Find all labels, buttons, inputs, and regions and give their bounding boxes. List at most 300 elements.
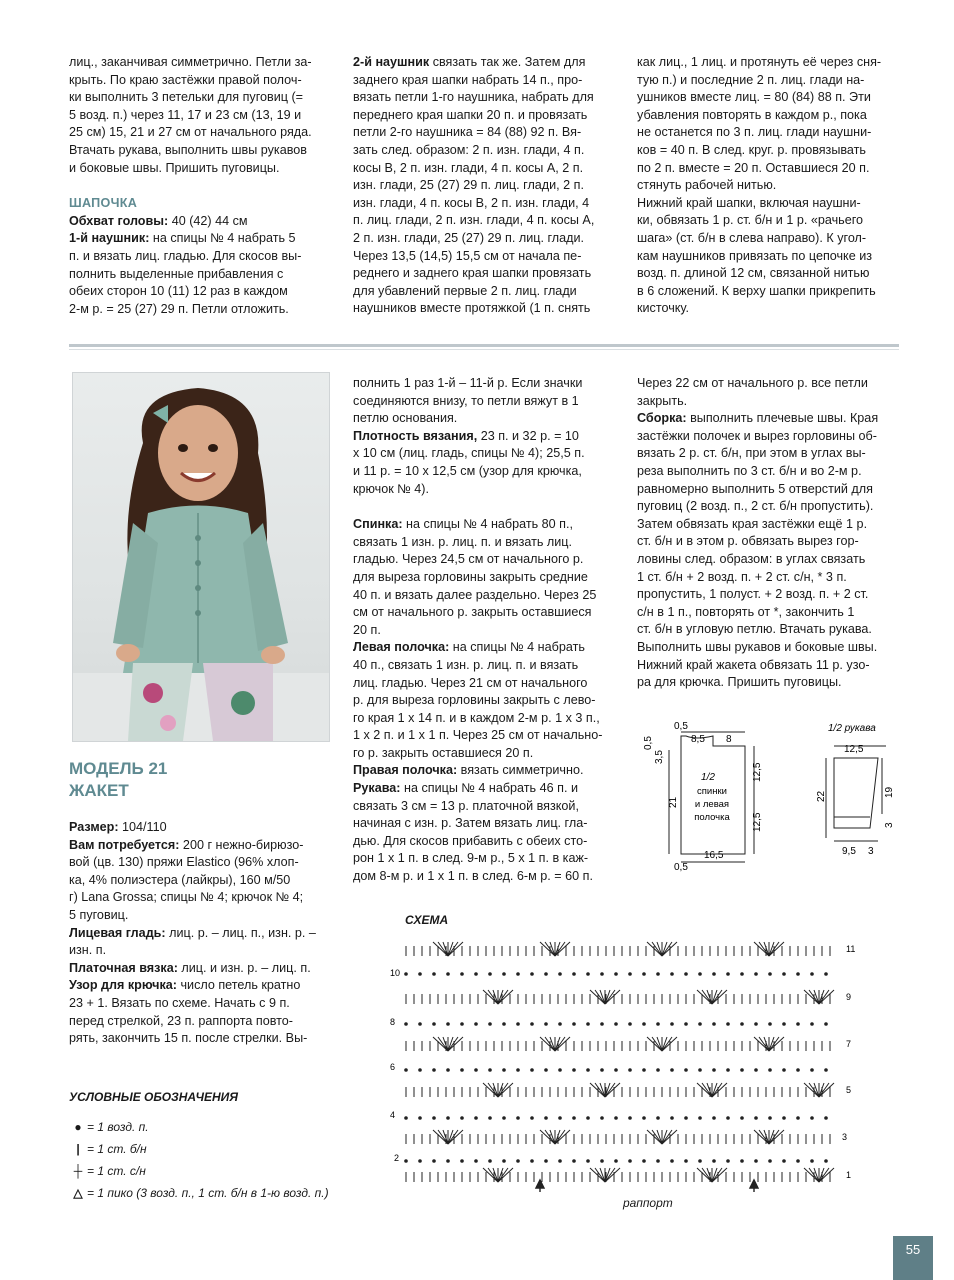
- text-line: на спицы № 4 набрать 46 п. и: [400, 781, 578, 796]
- chain-dot-mark: [474, 1116, 478, 1120]
- chain-dot-mark: [418, 1022, 422, 1026]
- chain-dot-mark: [530, 972, 534, 976]
- text-line: не останется по 3 п. лиц. глади наушни-: [637, 125, 872, 140]
- chain-dot-mark: [824, 1068, 828, 1072]
- row-number-7: 7: [846, 1039, 852, 1049]
- text-line: ка, 4% полиэстера (лайкры), 160 м/50: [69, 872, 291, 887]
- row-number-10: 10: [390, 968, 401, 978]
- chain-dot-mark: [712, 1068, 716, 1072]
- chain-dot-mark: [432, 1068, 436, 1072]
- chain-dot-mark: [432, 1022, 436, 1026]
- chain-dot-mark: [446, 1159, 450, 1163]
- fan-cluster-mark: [448, 942, 458, 956]
- chain-dot-mark: [768, 1022, 772, 1026]
- chain-dot-mark: [740, 1022, 744, 1026]
- chain-dot-mark: [810, 1068, 814, 1072]
- chain-dot-mark: [474, 1068, 478, 1072]
- fan-cluster-mark: [819, 1083, 829, 1097]
- dim-8-5: 8,5: [691, 734, 705, 745]
- row-number-5: 5: [846, 1085, 852, 1095]
- text-line: Через 22 см от начального р. все петли: [637, 376, 868, 390]
- chain-dot-mark: [544, 1022, 548, 1026]
- text-line: п. и вязать лиц. гладью. Для скосов вы-: [69, 248, 302, 263]
- text-column-left: [69, 819, 331, 1048]
- chain-dot-mark: [488, 1022, 492, 1026]
- text-line: ст. б/н в угловую петлю. Втачать рукава.: [637, 622, 872, 637]
- text-line: пропустить, 1 полуст. + 2 возд. п. + 2 ст.: [637, 587, 869, 602]
- text-line: как лиц., 1 лиц. и протянуть её через сня-: [637, 55, 882, 69]
- text-line: ра для крючка. Пришить пуговицы.: [637, 675, 842, 690]
- text-line: петлю основания.: [353, 411, 458, 426]
- text-line: связать 3 см = 13 р. платочной вязкой,: [353, 798, 579, 813]
- legend-text: = 1 ст. б/н: [87, 1142, 147, 1156]
- sleeve-dim-3-bottom: 3: [868, 846, 874, 857]
- chain-dot-mark: [558, 972, 562, 976]
- chain-dot-mark: [796, 972, 800, 976]
- fan-cluster-mark: [488, 1168, 498, 1182]
- fan-cluster-mark: [712, 990, 722, 1004]
- chain-dot-mark: [782, 1116, 786, 1120]
- text-line: полнить выделенные прибавления с: [69, 266, 284, 281]
- text-line: переднего края шапки 20 п. и провязать: [353, 107, 588, 122]
- chain-dot-mark: [670, 1022, 674, 1026]
- chain-dot-mark: [810, 1022, 814, 1026]
- chain-dot-mark: [488, 972, 492, 976]
- text-line: застёжки полочек и вырез горловины об-: [637, 428, 877, 443]
- text-line: для убавлений первые 2 п. лиц. глади: [353, 283, 577, 298]
- legend: [69, 1086, 359, 1204]
- text-line: наушников вместе протяжкой (1 п. снять: [353, 301, 591, 316]
- chain-dot-mark: [544, 1116, 548, 1120]
- text-line: р. для выреза горловины закрыть с лево-: [353, 693, 596, 708]
- fan-cluster-mark: [498, 1168, 508, 1182]
- text-line: 23 + 1. Вязать по схеме. Начать с 9 п.: [69, 995, 290, 1010]
- scheme-stitch-rows: [404, 942, 834, 1182]
- row-number-2: 2: [394, 1153, 400, 1163]
- chain-dot-mark: [614, 972, 618, 976]
- chain-dot-mark: [740, 1116, 744, 1120]
- chain-dot-mark: [404, 1116, 408, 1120]
- text-line: лиц. и изн. р. – лиц. п.: [177, 960, 311, 975]
- girl-in-jacket-illustration: [73, 373, 329, 741]
- text-line: равномерно выполнить 5 отверстий для: [637, 481, 873, 496]
- chain-dot-mark: [712, 1116, 716, 1120]
- chain-dot-mark: [418, 1159, 422, 1163]
- text-line: Нижний край жакета обвязать 11 р. узо-: [637, 657, 870, 672]
- section-divider: [69, 344, 899, 347]
- text-line: вязать петли 1-го наушника, набрать для: [353, 90, 594, 105]
- row-number-4: 4: [390, 1110, 396, 1120]
- label-crochet-pattern: Узор для крючка:: [69, 978, 177, 993]
- text-line: крючок № 4).: [353, 481, 429, 496]
- text-line: г) Lana Grossa; спицы № 4; крючок № 4;: [69, 890, 304, 905]
- chain-dot-mark: [698, 1068, 702, 1072]
- chain-dot-mark: [572, 1159, 576, 1163]
- text-line: х 10 см (лиц. гладь, спицы № 4); 25,5 п.: [353, 446, 585, 461]
- dim-3-5: 3,5: [654, 750, 665, 764]
- chain-dot-mark: [684, 1022, 688, 1026]
- chain-dot-mark: [474, 1159, 478, 1163]
- chain-dot-mark: [502, 1068, 506, 1072]
- chain-dot-mark: [782, 1022, 786, 1026]
- fan-cluster-mark: [448, 1130, 458, 1144]
- text-line: и боковые швы. Пришить пуговицы.: [69, 160, 280, 175]
- text-line: стянуть рабочей нитью.: [637, 178, 777, 193]
- section-divider-thin: [69, 349, 899, 350]
- chain-dot-mark: [726, 1159, 730, 1163]
- fan-cluster-mark: [488, 1083, 498, 1097]
- text-line: число петель кратно: [176, 978, 301, 993]
- chain-dot-mark: [586, 1068, 590, 1072]
- dim-8: 8: [726, 734, 732, 745]
- text-column-right: [637, 375, 899, 692]
- chain-dot-mark: [530, 1159, 534, 1163]
- chain-dot-mark: [670, 1068, 674, 1072]
- fan-cluster-mark: [759, 942, 769, 956]
- dim-16-5: 16,5: [704, 850, 724, 861]
- pattern-label-fraction: 1/2: [701, 772, 715, 783]
- text-line: 1 х 2 п. и 1 х 1 п. Через 25 см от начально-: [353, 728, 603, 743]
- chain-dot-mark: [782, 972, 786, 976]
- text-line: ки выполнить 3 петельки для пуговиц (=: [69, 90, 304, 105]
- text-line: п. лиц. глади, 2 п. изн. глади, 4 п. косы А,: [353, 213, 595, 228]
- label-obhvat: Обхват головы:: [69, 213, 169, 228]
- chain-dot-mark: [586, 1116, 590, 1120]
- fan-cluster-mark: [555, 942, 565, 956]
- chain-dot-mark: [810, 1116, 814, 1120]
- text-line: 40 п., связать 1 изн. р. лиц. п. и вязать: [353, 657, 579, 672]
- legend-text: = 1 ст. с/н: [87, 1164, 146, 1178]
- row-number-9: 9: [846, 992, 852, 1002]
- chain-dot-mark: [628, 1116, 632, 1120]
- chain-dot-mark: [488, 1068, 492, 1072]
- text-line: ушников вместе лиц. = 80 (84) 88 п. Эти: [637, 90, 871, 105]
- chain-dot-mark: [656, 972, 660, 976]
- text-line: лиц. р. – лиц. п., изн. р. –: [165, 925, 316, 940]
- chain-dot-mark: [544, 1159, 548, 1163]
- text-line: 23 п. и 32 р. = 10: [477, 428, 579, 443]
- text-line: 40 п. и вязать далее раздельно. Через 25: [353, 587, 597, 602]
- chain-dot-mark: [740, 972, 744, 976]
- page-number: 55: [893, 1236, 933, 1280]
- text-line: см от начального р. закрыть оставшиеся: [353, 605, 592, 620]
- chain-dot-mark: [558, 1068, 562, 1072]
- text-line: 5 пуговиц.: [69, 907, 129, 922]
- text-line: для выреза горловины закрыть средние: [353, 569, 588, 584]
- chain-dot-mark: [656, 1068, 660, 1072]
- chain-dot-mark: [572, 972, 576, 976]
- text-line: изн. п.: [69, 943, 107, 958]
- section-heading-shapka: ШАПОЧКА: [69, 196, 138, 211]
- fan-cluster-mark: [555, 1130, 565, 1144]
- dim-0-5-top: 0,5: [674, 721, 688, 732]
- chain-dot-mark: [404, 972, 408, 976]
- chain-dot-mark: [530, 1068, 534, 1072]
- chain-dot-mark: [516, 1116, 520, 1120]
- value-size: 104/110: [118, 820, 167, 834]
- chain-dot-mark: [558, 1159, 562, 1163]
- crochet-scheme-chart: [388, 930, 858, 1192]
- text-line: полнить 1 раз 1-й – 11-й р. Если значки: [353, 376, 583, 390]
- chain-dot-mark: [698, 1022, 702, 1026]
- chain-dot-mark: [642, 972, 646, 976]
- fan-cluster-mark: [595, 990, 605, 1004]
- vertical-bar-icon: |: [76, 1142, 80, 1156]
- text-line: вой (цв. 130) пряжи Elastico (96% хлоп-: [69, 855, 299, 870]
- text-line: закрыть.: [637, 393, 688, 408]
- dim-12-5-top: 12,5: [752, 762, 763, 782]
- chain-dot-mark: [600, 972, 604, 976]
- chain-dot-mark: [754, 972, 758, 976]
- text-line: связать так же. Затем для: [429, 55, 586, 69]
- text-line: перед стрелкой, 23 п. раппорта повто-: [69, 1013, 293, 1028]
- text-column-top-3: [637, 54, 899, 318]
- label-sleeves: Рукава:: [353, 781, 401, 796]
- chain-dot-mark: [600, 1116, 604, 1120]
- sleeve-title: 1/2 рукава: [828, 723, 876, 734]
- chain-dot-mark: [516, 1022, 520, 1026]
- text-line: в 6 сложений. К верху шапки прикрепить: [637, 283, 876, 298]
- body-pattern-diagram: [636, 712, 776, 874]
- chain-dot-mark: [614, 1159, 618, 1163]
- chain-dot-mark: [418, 1068, 422, 1072]
- text-line: петли 2-го наушника = 84 (88) 92 п. Вя-: [353, 125, 582, 140]
- text-line: шага» (ст. б/н в слева направо). К угол-: [637, 230, 867, 245]
- chain-dot-mark: [782, 1068, 786, 1072]
- chain-dot-mark: [516, 1159, 520, 1163]
- chain-dot-mark: [768, 1116, 772, 1120]
- text-line: выполнить плечевые швы. Края: [686, 411, 879, 426]
- dim-0-5-side: 0,5: [643, 736, 654, 750]
- chain-dot-mark: [558, 1022, 562, 1026]
- label-gauge: Плотность вязания,: [353, 428, 478, 443]
- chain-dot-mark: [670, 972, 674, 976]
- text-line: гладью. Через 24,5 см от начального р.: [353, 552, 584, 567]
- text-line: по 2 п. вместе = 20 п. Оставшиеся 20 п.: [637, 160, 870, 175]
- legend-text: = 1 возд. п.: [87, 1120, 149, 1134]
- chain-dot-mark: [824, 1159, 828, 1163]
- chain-dot-mark: [488, 1159, 492, 1163]
- chain-dot-mark: [516, 1068, 520, 1072]
- fan-cluster-mark: [555, 1037, 565, 1051]
- text-line: го р. закрыть оставшиеся 20 п.: [353, 745, 534, 760]
- text-line: на спицы № 4 набрать 80 п.,: [402, 517, 574, 532]
- pattern-label-and-left: и левая: [694, 799, 730, 810]
- chain-dot-mark: [796, 1068, 800, 1072]
- chain-dot-mark: [460, 1068, 464, 1072]
- fan-cluster-mark: [448, 1037, 458, 1051]
- label-garter: Платочная вязка:: [69, 960, 178, 975]
- chain-dot-mark: [796, 1159, 800, 1163]
- chain-dot-mark: [670, 1159, 674, 1163]
- model-title-number: МОДЕЛЬ 21: [69, 759, 168, 778]
- text-line: крыть. По краю застёжки правой полоч-: [69, 72, 302, 87]
- text-line: 5 возд. п.) через 11, 17 и 23 см (13, 19 и: [69, 107, 302, 122]
- chain-dot-mark: [502, 972, 506, 976]
- text-line: реза выполнить по 3 ст. б/н и во 2-м р.: [637, 463, 862, 478]
- chain-dot-mark: [754, 1022, 758, 1026]
- chain-dot-mark: [418, 1116, 422, 1120]
- model-title: [69, 758, 167, 802]
- text-line: пуговиц (2 возд. п., 2 ст. б/н пропустить).: [637, 499, 874, 514]
- text-line: 1 ст. б/н + 2 возд. п. + 2 ст. с/н, * 3 п.: [637, 569, 847, 584]
- chain-dot-mark: [600, 1022, 604, 1026]
- text-line: и 11 р. = 10 х 12,5 см (узор для крючка,: [353, 463, 582, 478]
- text-line: Выполнить швы рукавов и боковые швы.: [637, 639, 878, 654]
- fan-cluster-mark: [759, 1037, 769, 1051]
- text-line: убавления повторять в каждом р., пока: [637, 107, 867, 122]
- label-naushnik-1: 1-й наушник:: [69, 231, 150, 246]
- chain-dot-mark: [698, 972, 702, 976]
- legend-item-dc: [69, 1160, 359, 1182]
- row-number-11: 11: [846, 944, 856, 954]
- chain-dot-mark: [614, 1022, 618, 1026]
- text-line: ловины след. образом: в углах связать: [637, 551, 866, 566]
- pattern-label-front: полочка: [694, 812, 730, 823]
- dim-0-5-bottom: 0,5: [674, 862, 688, 873]
- chain-dot-mark: [488, 1116, 492, 1120]
- chain-dot-mark: [530, 1022, 534, 1026]
- sleeve-dim-22: 22: [816, 790, 827, 802]
- chain-dot-mark: [460, 1159, 464, 1163]
- text-line: рон 1 х 1 п. в след. 9-м р., 5 х 1 п. в каж-: [353, 851, 589, 866]
- chain-dot-mark: [684, 1159, 688, 1163]
- chain-dot-mark: [572, 1068, 576, 1072]
- chain-dot-mark: [796, 1116, 800, 1120]
- pattern-label-back: спинки: [697, 786, 727, 797]
- sleeve-dim-19: 19: [884, 786, 895, 798]
- chain-dot-mark: [530, 1116, 534, 1120]
- chain-dot-mark: [698, 1159, 702, 1163]
- text-line: 25 см) 15, 21 и 27 см от начального ряда.: [69, 125, 312, 140]
- chain-dot-mark: [502, 1116, 506, 1120]
- model-title-name: ЖАКЕТ: [69, 781, 129, 800]
- text-column-top-2: [353, 54, 615, 318]
- model-photo: [72, 372, 330, 742]
- text-line: лиц. гладью. Через 21 см от начального: [353, 675, 588, 690]
- chain-dot-mark: [824, 1116, 828, 1120]
- chain-dot-mark: [432, 972, 436, 976]
- text-line: на спицы № 4 набрать 5: [149, 231, 296, 246]
- chain-dot-mark: [740, 1159, 744, 1163]
- dim-21: 21: [668, 796, 679, 808]
- text-line: связать 1 изн. р. лиц. п. и вязать лиц.: [353, 534, 573, 549]
- sleeve-dim-3-side: 3: [884, 822, 895, 828]
- chain-dot-mark: [684, 1116, 688, 1120]
- text-line: изн. глади, 4 п. косы В, 2 п. изн. глади, 4: [353, 195, 590, 210]
- label-stockinette: Лицевая гладь:: [69, 925, 166, 940]
- dot-icon: ●: [74, 1120, 82, 1134]
- chain-dot-mark: [460, 972, 464, 976]
- chain-dot-mark: [698, 1116, 702, 1120]
- chain-dot-mark: [432, 1159, 436, 1163]
- text-line: на спицы № 4 набрать: [449, 640, 585, 655]
- row-number-6: 6: [390, 1062, 396, 1072]
- legend-item-chain: [69, 1116, 359, 1138]
- chain-dot-mark: [768, 1068, 772, 1072]
- chain-dot-mark: [460, 1022, 464, 1026]
- text-line: Нижний край шапки, включая наушни-: [637, 195, 861, 210]
- label-assembly: Сборка:: [637, 411, 687, 426]
- text-line: ки, обвязать 1 р. ст. б/н и 1 р. «рачьего: [637, 213, 864, 228]
- text-line: дом 8-м р. и 1 х 1 п. в след. 6-м р. = 60 п.: [353, 869, 593, 884]
- legend-item-sc: [69, 1138, 359, 1160]
- chain-dot-mark: [642, 1022, 646, 1026]
- label-materials: Вам потребуется:: [69, 837, 180, 852]
- chain-dot-mark: [684, 972, 688, 976]
- text-line: Втачать рукава, выполнить швы рукавов: [69, 142, 307, 157]
- chain-dot-mark: [824, 972, 828, 976]
- scheme-title: СХЕМА: [405, 913, 449, 927]
- chain-dot-mark: [628, 972, 632, 976]
- row-number-8: 8: [390, 1017, 396, 1027]
- chain-dot-mark: [418, 972, 422, 976]
- label-back: Спинка:: [353, 517, 403, 532]
- chain-dot-mark: [586, 972, 590, 976]
- text-line: кисточку.: [637, 301, 689, 316]
- chain-dot-mark: [810, 972, 814, 976]
- text-line: тую п.) и последние 2 п. лиц. глади на-: [637, 72, 865, 87]
- chain-dot-mark: [600, 1068, 604, 1072]
- chain-dot-mark: [558, 1116, 562, 1120]
- chain-dot-mark: [670, 1116, 674, 1120]
- chain-dot-mark: [726, 972, 730, 976]
- legend-title: УСЛОВНЫЕ ОБОЗНАЧЕНИЯ: [69, 1090, 239, 1104]
- chain-dot-mark: [404, 1159, 408, 1163]
- text-line: вязать симметрично.: [457, 763, 584, 778]
- text-line: вязать 2 р. ст. б/н, при этом в углах вы-: [637, 446, 866, 461]
- label-naushnik-2: 2-й наушник: [353, 55, 430, 69]
- text-line: лиц., заканчивая симметрично. Петли за-: [69, 55, 312, 69]
- chain-dot-mark: [768, 1159, 772, 1163]
- fan-cluster-mark: [595, 1168, 605, 1182]
- chain-dot-mark: [712, 972, 716, 976]
- text-column-top-1: [69, 54, 331, 318]
- row-number-1: 1: [846, 1170, 852, 1180]
- label-left-front: Левая полочка:: [353, 640, 450, 655]
- chain-dot-mark: [684, 1068, 688, 1072]
- text-line: Через 13,5 (14,5) 15,5 см от начала пе-: [353, 248, 582, 263]
- chain-dot-mark: [404, 1068, 408, 1072]
- value-obhvat: 40 (42) 44 см: [168, 213, 248, 228]
- fan-cluster-mark: [712, 1083, 722, 1097]
- chain-dot-mark: [614, 1068, 618, 1072]
- chain-dot-mark: [502, 1159, 506, 1163]
- chain-dot-mark: [754, 1159, 758, 1163]
- text-line: го края 1 х 14 п. и в каждом 2-м р. 1 х 3 п.,: [353, 710, 600, 725]
- chain-dot-mark: [628, 1022, 632, 1026]
- chain-dot-mark: [586, 1159, 590, 1163]
- chain-dot-mark: [502, 1022, 506, 1026]
- chain-dot-mark: [474, 1022, 478, 1026]
- chain-dot-mark: [474, 972, 478, 976]
- text-line: ков = 40 п. В след. круг. р. провязывать: [637, 142, 866, 157]
- label-right-front: Правая полочка:: [353, 763, 458, 778]
- text-line: 200 г нежно-бирюзо-: [179, 837, 304, 852]
- fan-cluster-mark: [498, 1083, 508, 1097]
- chain-dot-mark: [572, 1022, 576, 1026]
- chain-dot-mark: [768, 972, 772, 976]
- text-line: с/н в 1 п., повторять от *, закончить 1: [637, 604, 855, 619]
- fan-cluster-mark: [712, 1168, 722, 1182]
- chain-dot-mark: [782, 1159, 786, 1163]
- chain-dot-mark: [572, 1116, 576, 1120]
- text-line: рять, закончить 15 п. после стрелки. Вы-: [69, 1031, 308, 1046]
- text-line: 2 п. изн. глади, 25 (27) 29 п. лиц. глади.: [353, 230, 585, 245]
- text-line: 2-м р. = 25 (27) 29 п. Петли отложить.: [69, 301, 289, 316]
- sleeve-dim-9-5: 9,5: [842, 846, 856, 857]
- text-line: реднего и заднего края шапки провязать: [353, 266, 592, 281]
